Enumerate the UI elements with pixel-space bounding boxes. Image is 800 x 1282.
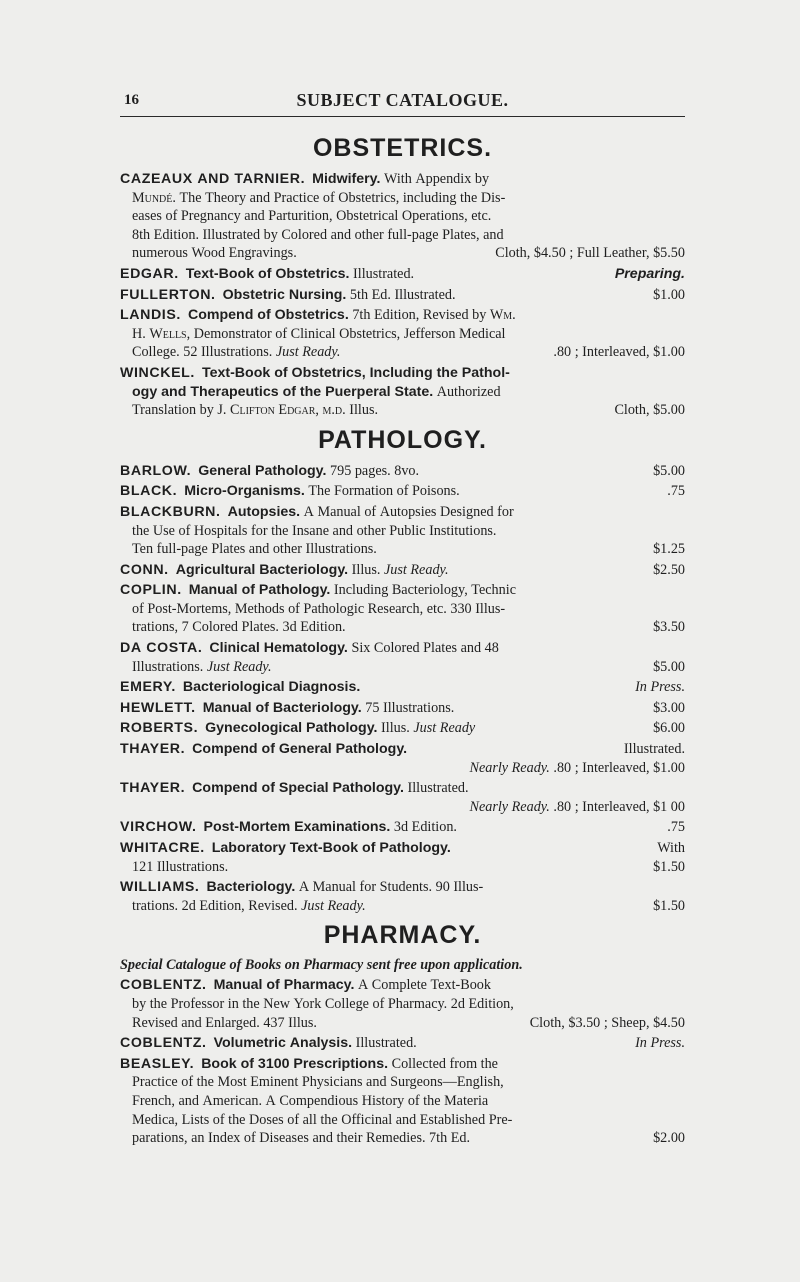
entry-text: Authorized (433, 383, 501, 400)
entry-author: WHITACRE. (120, 840, 205, 856)
catalogue-entry (120, 462, 685, 481)
catalogue-entry (120, 265, 685, 284)
line-spacer (272, 658, 654, 677)
line-spacer (449, 561, 653, 580)
line-spacer (228, 858, 653, 877)
entry-text: Cloth, $4.50 ; Full Leather, $5.50 (495, 245, 685, 262)
entry-status: Preparing. (614, 265, 685, 282)
entry-line (120, 482, 685, 501)
line-spacer (454, 699, 653, 718)
entry-line (120, 779, 685, 798)
entry-text: Illustrated. (623, 741, 685, 758)
running-title: SUBJECT CATALOGUE. (296, 90, 509, 110)
entry-line (120, 600, 685, 619)
entry-text: A Manual of Autopsies Designed for (300, 503, 514, 520)
entry-status: Just Ready. (206, 658, 272, 675)
entry-text: .80 ; Interleaved, $1.00 (549, 759, 685, 776)
entry-line (120, 522, 685, 541)
entry-title: Book of 3100 Prescriptions. (201, 1055, 389, 1072)
catalogue-entry (120, 976, 685, 1032)
entry-text: The Formation of Poisons. (304, 483, 460, 500)
entry-text: Practice of the Most Eminent Physicians and Surgeons—English, (132, 1074, 504, 1091)
entry-line (120, 383, 685, 402)
entry-text: parations, an Index of Diseases and their Remedies. 7th Ed. (132, 1130, 471, 1147)
entry-status: Nearly Ready. (469, 759, 550, 776)
entry-text: 3d Edition. (390, 819, 457, 836)
line-spacer (407, 740, 624, 759)
entry-text: 7th Edition, Revised by (348, 307, 490, 324)
entry-text: $3.00 (653, 699, 685, 716)
entry-text: Translation by J. (132, 402, 231, 419)
section-heading: PHARMACY. (323, 921, 482, 950)
catalogue-entry (120, 740, 685, 777)
entry-text: 8th Edition. Illustrated by Colored and other full-page Plates, and (132, 226, 504, 243)
entry-author: CAZEAUX AND TARNIER. (120, 171, 306, 187)
entry-text: $6.00 (653, 720, 685, 737)
catalogue-content (120, 128, 685, 1150)
entry-text: , Demonstrator of Clinical Obstetrics, Jefferson Medical (186, 325, 506, 342)
entry-title: General Pathology. (198, 462, 327, 479)
entry-status: In Press. (635, 679, 685, 696)
entry-text: eases of Pregnancy and Parturition, Obstetrical Operations, etc. (132, 208, 492, 225)
entry-text: Six Colored Plates and 48 (347, 640, 499, 657)
entry-line (120, 325, 685, 344)
entry-text: A Complete Text-Book (354, 977, 491, 994)
entry-title: Laboratory Text-Book of Pathology. (211, 840, 451, 856)
entry-text: With Appendix by (380, 171, 490, 187)
catalogue-entry (120, 581, 685, 637)
catalogue-entry (120, 779, 685, 816)
entry-line (120, 1073, 685, 1092)
entry-title: Text-Book of Obstetrics. (185, 265, 350, 282)
catalogue-entry (120, 503, 685, 559)
entry-author: BARLOW. (120, 462, 192, 479)
entry-text: 121 Illustrations. (132, 858, 229, 875)
entry-text: .75 (667, 819, 685, 836)
entry-title: Compend of Special Pathology. (192, 780, 404, 797)
entry-text: 75 Illustrations. (361, 699, 455, 716)
entry-title: Post-Mortem Examinations. (203, 819, 391, 836)
entry-text: $2.00 (653, 1130, 685, 1147)
entry-title: Clinical Hematology. (209, 640, 348, 657)
entry-line (120, 1014, 685, 1033)
catalogue-entry (120, 678, 685, 697)
catalogue-entry (120, 719, 685, 738)
entry-status: Just Ready (413, 720, 476, 737)
entry-line (120, 1129, 685, 1148)
entry-line (120, 740, 685, 759)
entry-author: BLACK. (120, 483, 178, 500)
entry-text: Illus. (377, 720, 414, 737)
catalogue-entry (120, 1055, 685, 1148)
entry-title: ogy and Therapeutics of the Puerperal State. (132, 383, 434, 400)
line-spacer (132, 759, 469, 778)
entry-name: Mundé. (132, 189, 176, 206)
entry-text: Cloth, $5.00 (614, 402, 685, 419)
entry-line (120, 618, 685, 637)
entry-title: Text-Book of Obstetrics, Including the Pathol- (201, 364, 510, 381)
entry-line (120, 401, 685, 420)
entry-title: Micro-Organisms. (184, 483, 305, 500)
entry-line (120, 678, 685, 697)
entry-author: COBLENTZ. (120, 977, 207, 994)
entry-status: In Press. (635, 1035, 685, 1052)
entry-title: Manual of Pharmacy. (213, 977, 355, 994)
line-spacer (414, 265, 615, 284)
entry-text: $1.00 (653, 286, 685, 303)
entry-text: $3.50 (653, 619, 685, 636)
entry-line (120, 306, 685, 325)
line-spacer (451, 839, 657, 858)
entry-line (120, 226, 685, 245)
entry-author: WILLIAMS. (120, 879, 200, 896)
catalogue-entry (120, 1034, 685, 1053)
entry-text: With (657, 840, 685, 856)
catalogue-entry (120, 878, 685, 915)
entry-title: Bacteriology. (206, 879, 296, 896)
entry-text: Collected from the (388, 1055, 498, 1072)
entry-status: Just Ready. (275, 344, 341, 361)
entry-line (120, 561, 685, 580)
page-header (120, 90, 685, 117)
entry-author: THAYER. (120, 780, 186, 797)
entry-text: French, and American. A Compendious History of the Materia (132, 1092, 489, 1109)
entry-line (120, 364, 685, 383)
entry-text: Revised and Enlarged. 437 Illus. (132, 1014, 317, 1031)
entry-title: Midwifery. (312, 171, 381, 187)
entry-text: Illustrated. (403, 780, 469, 797)
catalogue-entry (120, 286, 685, 305)
entry-text: $5.00 (653, 462, 685, 479)
entry-line (120, 818, 685, 837)
entry-text: $2.50 (653, 561, 685, 578)
entry-text: 5th Ed. Illustrated. (346, 286, 456, 303)
line-spacer (360, 678, 635, 697)
entry-text: Ten full-page Plates and other Illustrations. (132, 541, 377, 558)
entry-author: THAYER. (120, 741, 186, 758)
line-spacer (457, 818, 667, 837)
entry-text: Illustrated. (352, 1035, 417, 1052)
entry-line (120, 581, 685, 600)
catalogue-entry (120, 818, 685, 837)
entry-status: Just Ready. (383, 561, 449, 578)
entry-line (120, 1034, 685, 1053)
line-spacer (378, 401, 614, 420)
entry-line (120, 462, 685, 481)
entry-author: HEWLETT. (120, 699, 196, 716)
entry-text: Illustrated. (349, 265, 415, 282)
entry-text: Illus. (348, 561, 384, 578)
page-number: 16 (124, 92, 139, 108)
entry-text: Cloth, $3.50 ; Sheep, $4.50 (529, 1014, 685, 1031)
line-spacer (460, 482, 668, 501)
entry-title: Gynecological Pathology. (205, 720, 378, 737)
line-spacer (132, 798, 469, 817)
entry-author: COBLENTZ. (120, 1035, 207, 1052)
entry-status: Nearly Ready. (469, 798, 550, 815)
catalogue-entry (120, 364, 685, 420)
line-spacer (340, 343, 553, 362)
entry-text: Including Bacteriology, Technic (330, 582, 516, 599)
line-spacer (297, 244, 495, 263)
entry-line (120, 540, 685, 559)
catalogue-entry (120, 306, 685, 362)
entry-line (120, 207, 685, 226)
entry-text: Medica, Lists of the Doses of all the Officinal and Established Pre- (132, 1111, 513, 1128)
entry-title: Agricultural Bacteriology. (175, 561, 349, 578)
entry-line (120, 759, 685, 778)
entry-title: Bacteriological Diagnosis. (182, 679, 361, 696)
entry-line (120, 839, 685, 858)
entry-text: 795 pages. 8vo. (326, 462, 420, 479)
entry-line (120, 719, 685, 738)
entry-text: by the Professor in the New York College of Pharmacy. 2d Edition, (132, 995, 514, 1012)
line-spacer (456, 286, 654, 305)
entry-name: Clifton Edgar, m.d. (230, 402, 346, 419)
entry-author: FULLERTON. (120, 286, 216, 303)
entry-text: Illustrations. (132, 658, 207, 675)
catalogue-entry (120, 839, 685, 876)
section-heading: PATHOLOGY. (318, 425, 487, 454)
entry-text: of Post-Mortems, Methods of Pathologic Research, etc. 330 Illus- (132, 600, 506, 617)
entry-text: .75 (667, 483, 685, 500)
entry-text: College. 52 Illustrations. (132, 344, 276, 361)
line-spacer (366, 897, 653, 916)
entry-line (120, 503, 685, 522)
section-heading: OBSTETRICS. (312, 134, 493, 162)
entry-author: WINCKEL. (120, 364, 195, 381)
entry-name: Wm. (489, 307, 516, 324)
entry-status: Just Ready. (301, 897, 366, 914)
entry-author: COPLIN. (120, 582, 182, 599)
entry-author: EDGAR. (120, 265, 179, 282)
line-spacer (377, 540, 653, 559)
entry-line (120, 170, 685, 189)
entry-line (120, 976, 685, 995)
entry-text: Illus. (345, 402, 379, 419)
entry-line (120, 798, 685, 817)
catalogue-entry (120, 639, 685, 676)
entry-author: CONN. (120, 561, 169, 578)
entry-line (120, 343, 685, 362)
entry-text: $1.50 (653, 897, 685, 914)
entry-line (120, 1111, 685, 1130)
line-spacer (470, 1129, 653, 1148)
entry-text: trations. 2d Edition, Revised. (132, 897, 302, 914)
entry-text: $1.50 (653, 858, 685, 875)
entry-author: ROBERTS. (120, 720, 199, 737)
entry-text: numerous Wood Engravings. (132, 245, 297, 262)
entry-line (120, 995, 685, 1014)
entry-line (120, 897, 685, 916)
entry-author: EMERY. (120, 679, 176, 696)
catalogue-entry (120, 482, 685, 501)
catalogue-entry (120, 561, 685, 580)
entry-author: BLACKBURN. (120, 503, 221, 520)
entry-author: VIRCHOW. (120, 819, 197, 836)
entry-title: Obstetric Nursing. (222, 286, 347, 303)
entry-title: Manual of Pathology. (188, 582, 331, 599)
entry-author: LANDIS. (120, 307, 181, 324)
line-spacer (346, 618, 653, 637)
entry-text: A Manual for Students. 90 Illus- (295, 879, 484, 896)
entry-name: H. Wells (132, 325, 187, 342)
entry-line (120, 286, 685, 305)
entry-line (120, 658, 685, 677)
entry-text: .80 ; Interleaved, $1 00 (549, 798, 685, 815)
entry-line (120, 244, 685, 263)
entry-text: $5.00 (653, 658, 685, 675)
line-spacer (417, 1034, 635, 1053)
entry-line (120, 858, 685, 877)
entry-title: Compend of Obstetrics. (187, 307, 349, 324)
entry-text: .80 ; Interleaved, $1.00 (553, 344, 685, 361)
catalogue-entry (120, 170, 685, 263)
entry-title: Compend of General Pathology. (192, 741, 408, 758)
entry-author: DA COSTA. (120, 640, 203, 657)
entry-text: trations, 7 Colored Plates. 3d Edition. (132, 619, 346, 636)
line-spacer (317, 1014, 530, 1033)
entry-line (120, 1055, 685, 1074)
catalogue-entry (120, 699, 685, 718)
entry-author: BEASLEY. (120, 1055, 195, 1072)
entry-line (120, 189, 685, 208)
entry-text: The Theory and Practice of Obstetrics, including the Dis- (175, 189, 506, 206)
entry-text: $1.25 (653, 541, 685, 558)
entry-title: Manual of Bacteriology. (202, 699, 362, 716)
section-note: Special Catalogue of Books on Pharmacy sent free upon application. (120, 957, 523, 974)
line-spacer (419, 462, 653, 481)
entry-title: Autopsies. (227, 503, 301, 520)
entry-text: the Use of Hospitals for the Insane and other Public Institutions. (132, 522, 497, 539)
entry-line (120, 1092, 685, 1111)
entry-line (120, 639, 685, 658)
entry-line (120, 699, 685, 718)
entry-title: Volumetric Analysis. (213, 1035, 353, 1052)
line-spacer (475, 719, 653, 738)
entry-line (120, 265, 685, 284)
entry-line (120, 878, 685, 897)
